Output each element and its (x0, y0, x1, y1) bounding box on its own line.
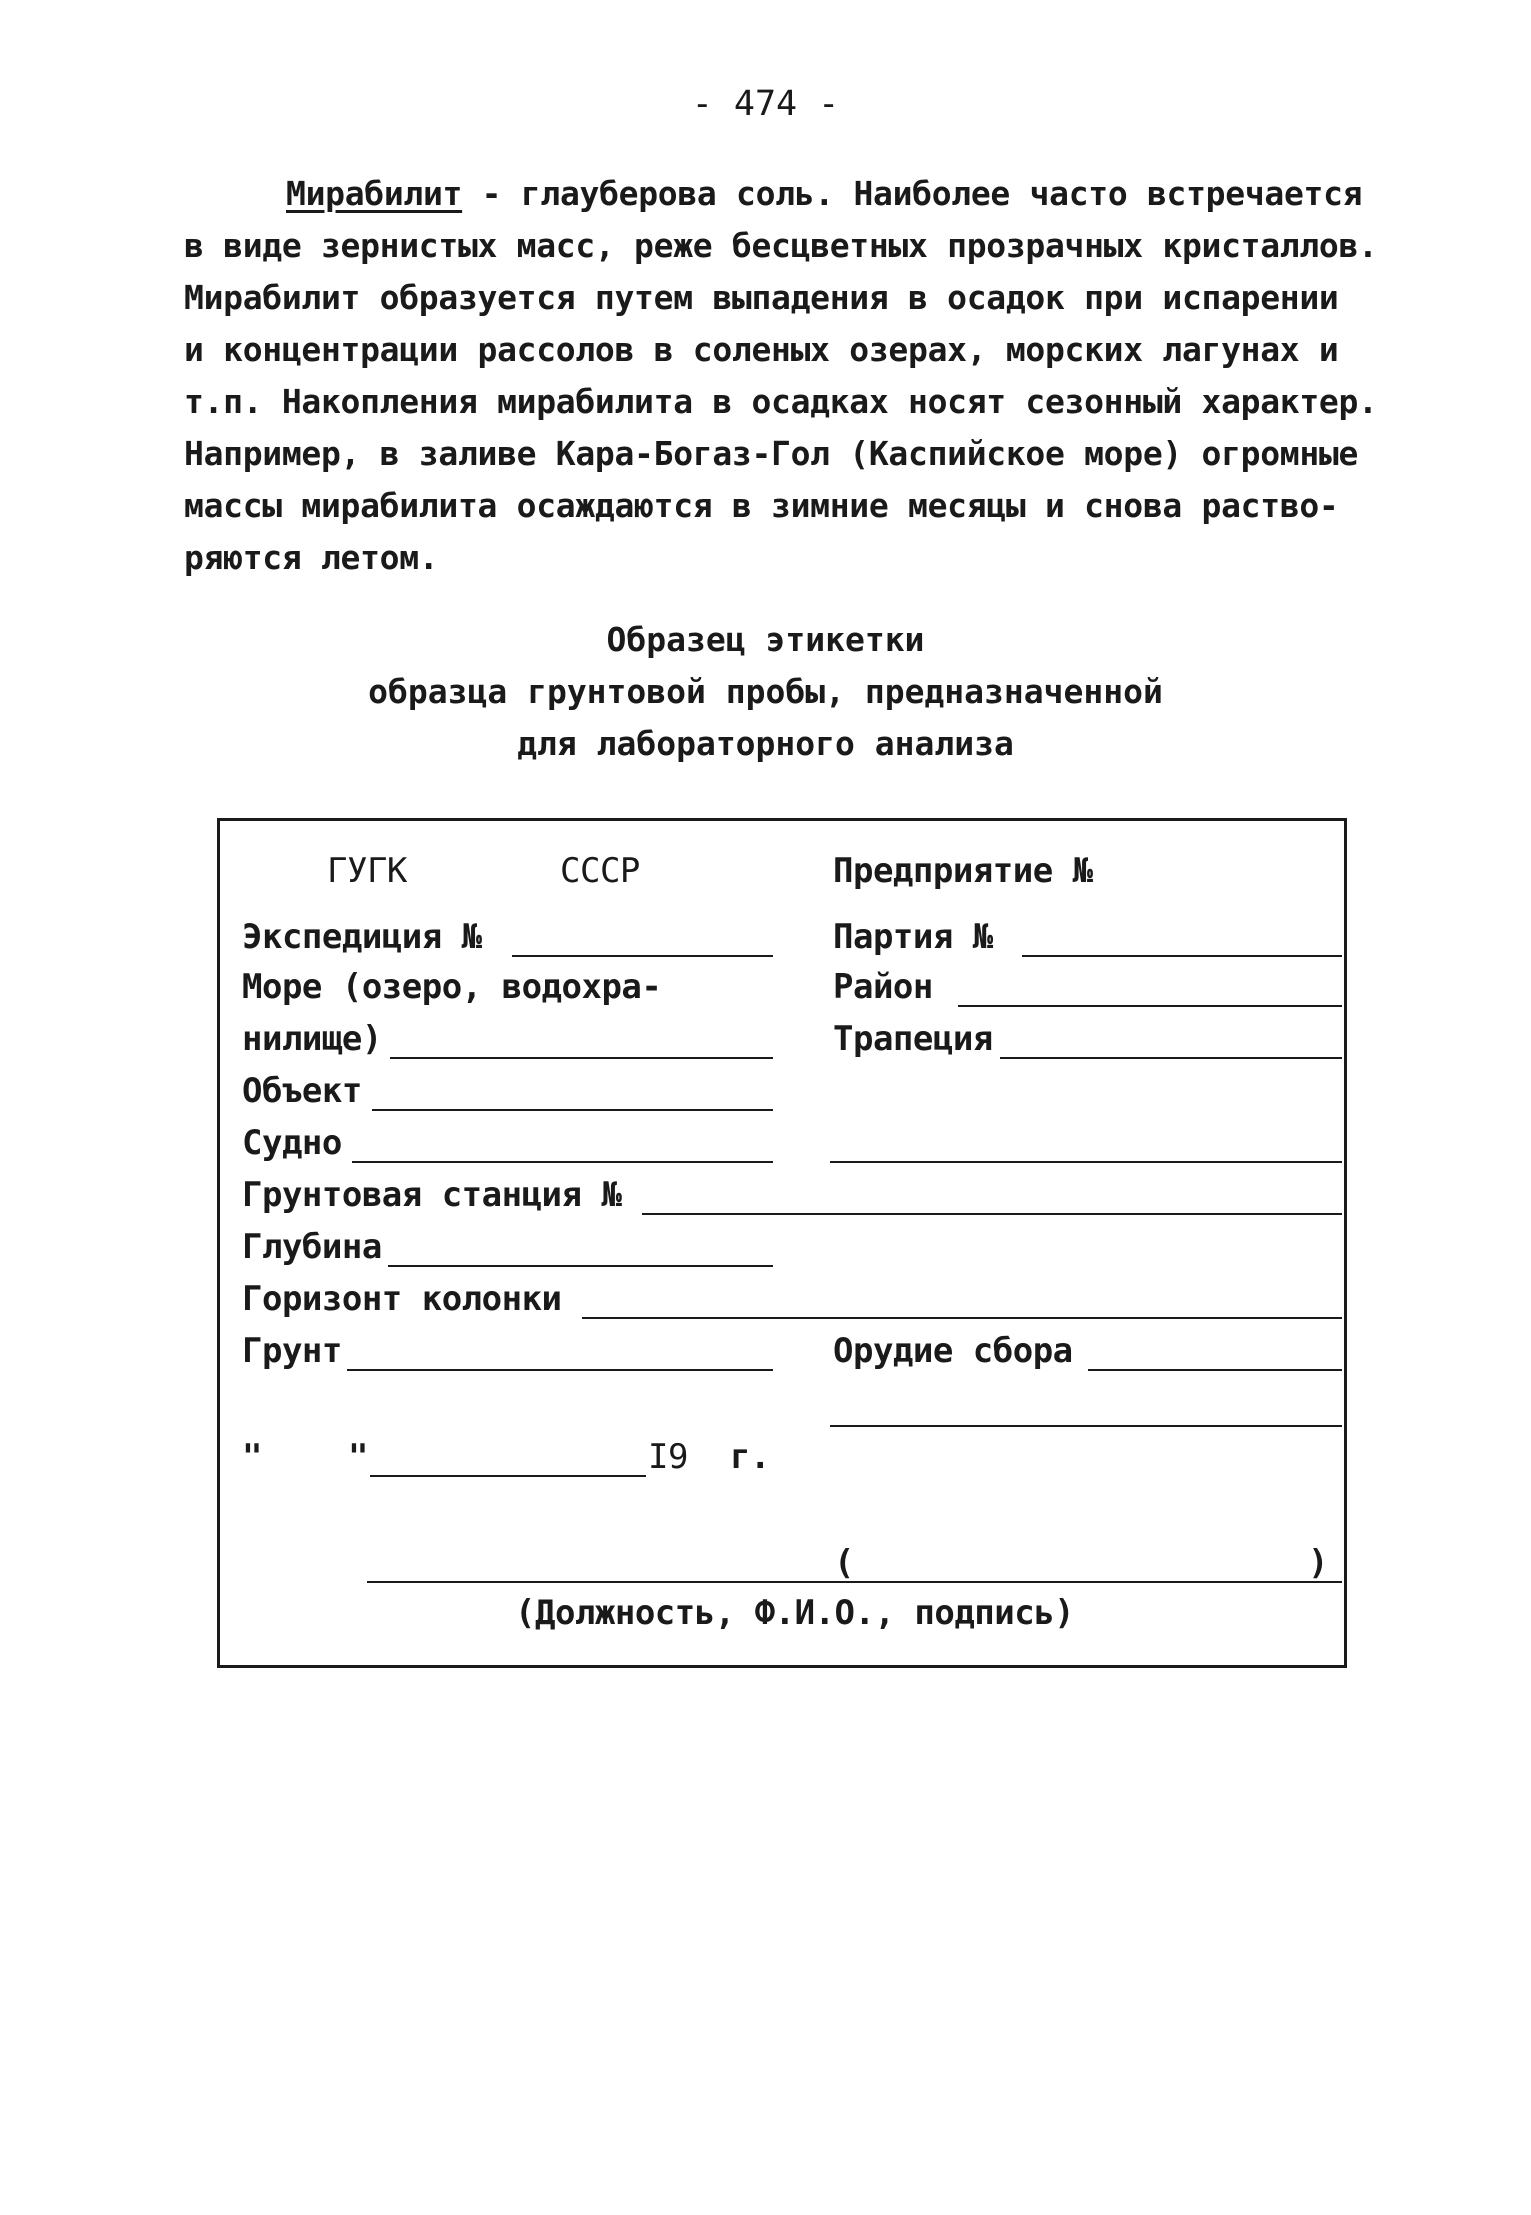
depth-label: Глубина (242, 1227, 382, 1267)
date-quote-open: " (242, 1437, 262, 1477)
paragraph-first-line: - глауберова соль. Наиболее часто встречается (462, 174, 1363, 213)
signature-caption: (Должность, Ф.И.О., подпись) (515, 1593, 1075, 1633)
object-field[interactable] (372, 1109, 773, 1111)
caption-line-3: для лабораторного анализа (517, 724, 1014, 763)
signature-paren-close: ) (1308, 1543, 1328, 1583)
station-label: Грунтовая станция № (242, 1175, 622, 1215)
sea-label-line-2: нилище) (242, 1019, 382, 1059)
tool-label: Орудие сбора (833, 1331, 1073, 1371)
expedition-label: Экспедиция № (242, 917, 482, 957)
ussr-label: СССР (560, 851, 640, 891)
horizon-field[interactable] (582, 1317, 1342, 1319)
paragraph-line: ряются летом. (184, 538, 439, 577)
depth-field[interactable] (388, 1265, 773, 1267)
signature-paren-open: ( (834, 1543, 854, 1583)
soil-field[interactable] (347, 1369, 773, 1371)
party-field[interactable] (1022, 955, 1342, 957)
enterprise-label: Предприятие № (833, 851, 1093, 891)
party-label: Партия № (833, 917, 993, 957)
horizon-label: Горизонт колонки (242, 1279, 562, 1319)
tool-field-extra[interactable] (830, 1425, 1342, 1427)
object-label: Объект (242, 1071, 362, 1111)
caption-line-1: Образец этикетки (606, 620, 925, 659)
paragraph-line: Например, в заливе Кара-Богаз-Гол (Каспийское море) огромные (184, 434, 1359, 473)
caption-line-2: образца грунтовой пробы, предназначенной (368, 672, 1163, 711)
label-caption (0, 614, 1531, 770)
paragraph-line: массы мирабилита осаждаются в зимние месяцы и снова раство- (184, 486, 1339, 525)
date-year-suffix: г. (730, 1437, 770, 1477)
vessel-field[interactable] (352, 1161, 773, 1163)
trapezium-field[interactable] (1000, 1057, 1342, 1059)
paragraph-line: Мирабилит образуется путем выпадения в осадок при испарении (184, 278, 1339, 317)
gugk-label: ГУГК (327, 851, 407, 891)
expedition-field[interactable] (512, 955, 773, 957)
soil-label: Грунт (242, 1331, 342, 1371)
date-field[interactable] (370, 1475, 646, 1477)
paragraph-line (184, 168, 1484, 220)
paragraph-line: т.п. Накопления мирабилита в осадках носят сезонный характер. (184, 382, 1378, 421)
sea-label-line-1: Море (озеро, водохра- (242, 967, 662, 1007)
date-year: I9 (648, 1437, 688, 1477)
extra-field-right[interactable] (830, 1161, 1342, 1163)
paragraph-line: и концентрации рассолов в соленых озерах, морских лагунах и (184, 330, 1339, 369)
date-quote-close: " (348, 1437, 368, 1477)
tool-field[interactable] (1088, 1369, 1342, 1371)
region-field[interactable] (958, 1005, 1342, 1007)
page-number: - 474 - (691, 84, 840, 124)
vessel-label: Судно (242, 1123, 342, 1163)
paragraph-line: в виде зернистых масс, реже бесцветных прозрачных кристаллов. (184, 226, 1378, 265)
term-mirabilite: Мирабилит (286, 174, 463, 213)
trapezium-label: Трапеция (833, 1019, 993, 1059)
sea-field[interactable] (390, 1057, 773, 1059)
station-field[interactable] (642, 1213, 1342, 1215)
signature-field[interactable] (367, 1581, 1342, 1583)
sample-label-form (217, 818, 1347, 1668)
paragraph (184, 168, 1484, 584)
region-label: Район (833, 967, 933, 1007)
